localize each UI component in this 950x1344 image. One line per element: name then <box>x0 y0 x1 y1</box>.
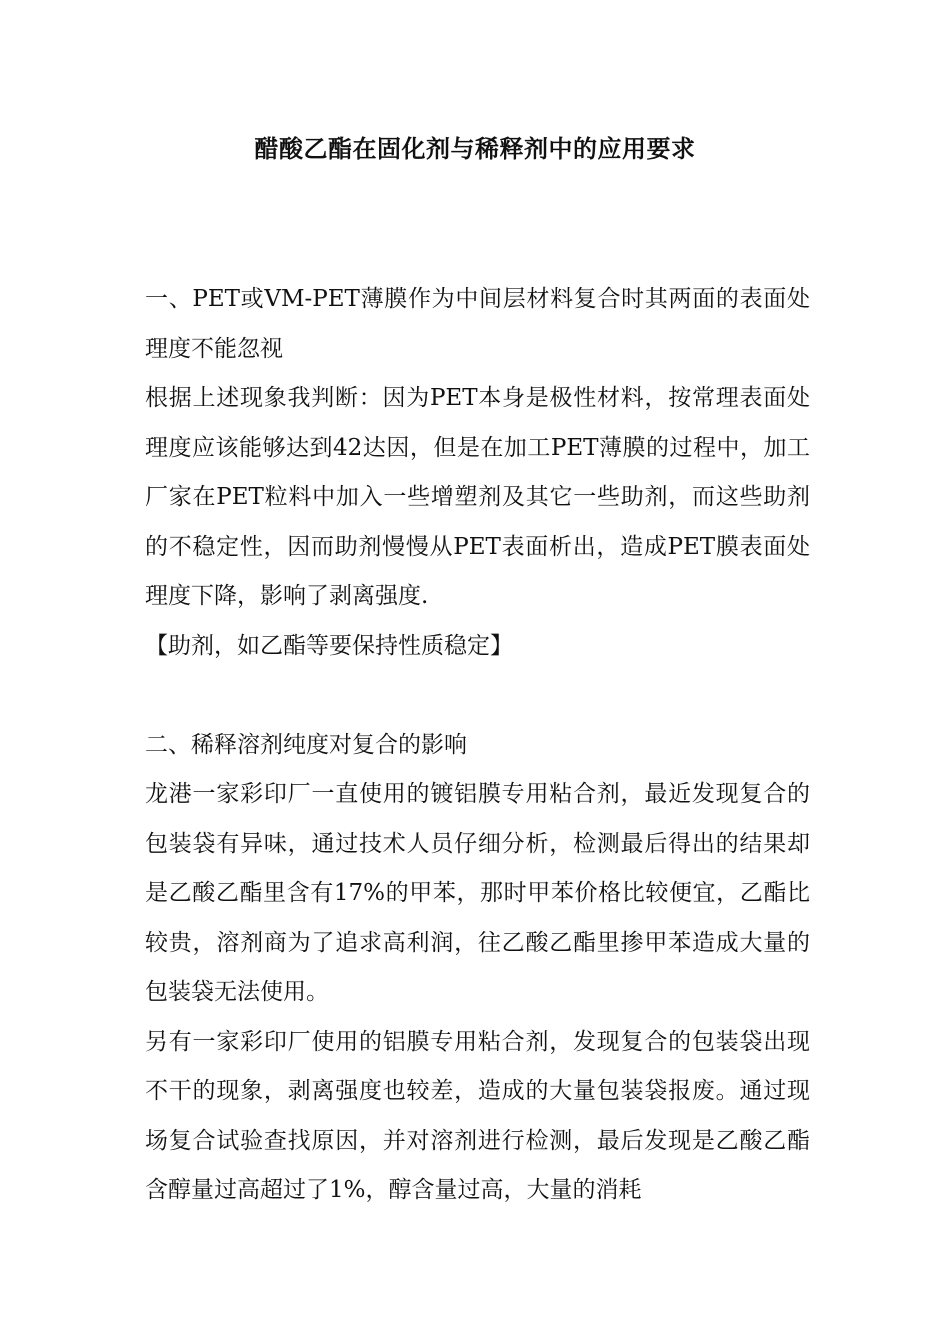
section-2-heading: 二、稀释溶剂纯度对复合的影响 <box>145 731 467 758</box>
section-1-note: 【助剂，如乙酯等要保持性质稳定】 <box>145 632 513 659</box>
section-2-paragraph-2: 另有一家彩印厂使用的铝膜专用粘合剂，发现复合的包装袋出现不干的现象，剥离强度也较差，造成的大量包装袋报废。通过现场复合试验查找原因，并对溶剂进行检测，最后发现是乙酸乙酯含醇量过高超过了1%，醇含量过高，大量的消耗 <box>145 1028 810 1203</box>
section-1-heading: 一、PET或VM-PET薄膜作为中间层材料复合时其两面的表面处理度不能忽视 <box>145 286 810 362</box>
section-spacer <box>145 671 810 721</box>
document-title: 醋酸乙酯在固化剂与稀释剂中的应用要求 <box>254 134 696 163</box>
section-2-paragraph-1: 龙港一家彩印厂一直使用的镀铝膜专用粘合剂，最近发现复合的包装袋有异味，通过技术人员仔细分析，检测最后得出的结果却是乙酸乙酯里含有17%的甲苯，那时甲苯价格比较便宜，乙酯比较贵，溶剂商为了追求高利润，往乙酸乙酯里掺甲苯造成大量的包装袋无法使用。 <box>145 781 810 1005</box>
section-1-paragraph-1: 根据上述现象我判断：因为PET本身是极性材料，按常理表面处理度应该能够达到42达因，但是在加工PET薄膜的过程中，加工厂家在PET粒料中加入一些增塑剂及其它一些助剂，而这些助剂的不稳定性，因而助剂慢慢从PET表面析出，造成PET膜表面处理度下降，影响了剥离强度. <box>145 385 810 609</box>
document-body <box>145 275 810 1216</box>
